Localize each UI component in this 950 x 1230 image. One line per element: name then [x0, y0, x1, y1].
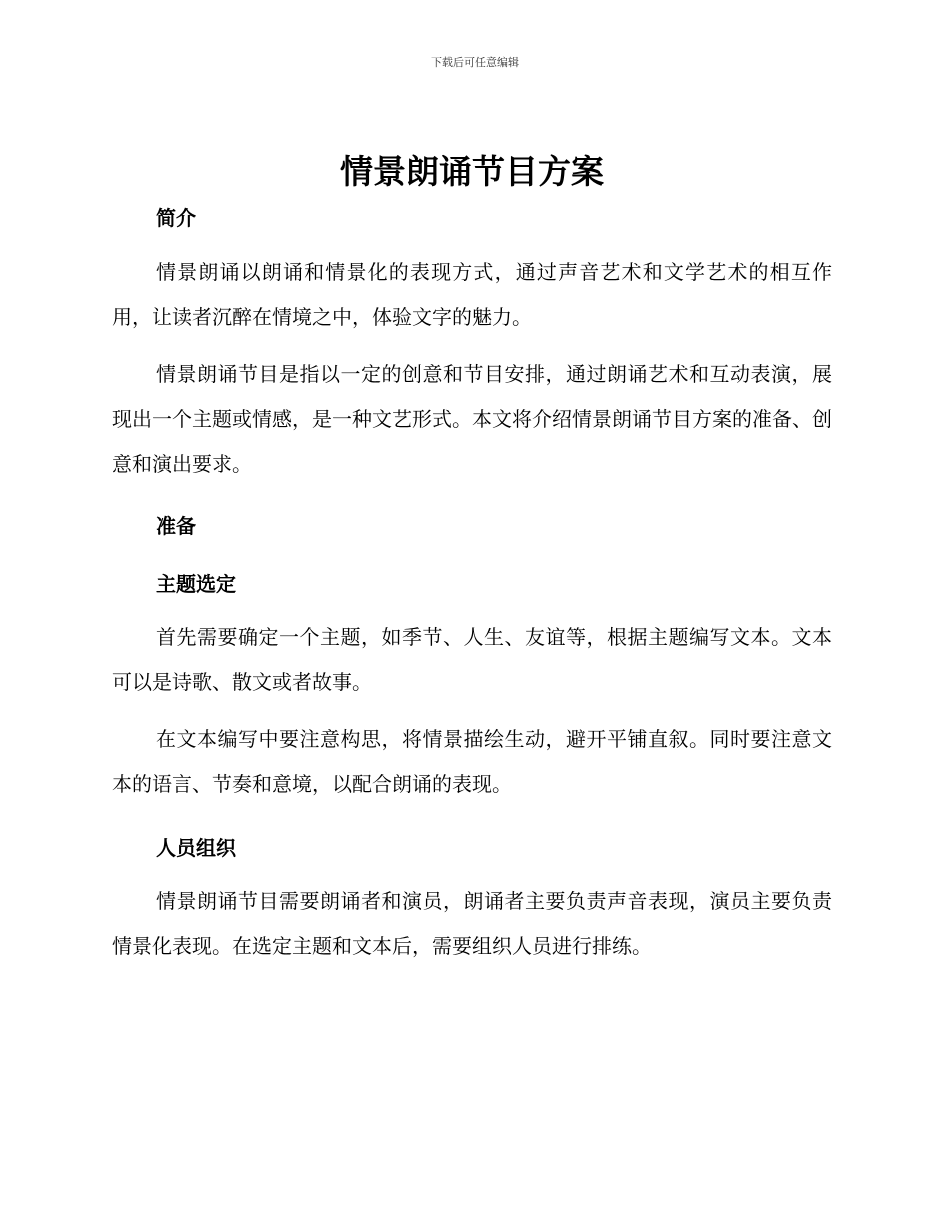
paragraph-intro-1: 情景朗诵以朗诵和情景化的表现方式，通过声音艺术和文学艺术的相互作用，让读者沉醉在情境之中，体验文字的魅力。	[112, 260, 832, 329]
subsection-heading-people: 人员组织	[156, 836, 236, 860]
page-header-note: 下载后可任意编辑	[431, 56, 519, 69]
section-heading-intro: 简介	[156, 206, 196, 230]
document-title: 情景朗诵节目方案	[340, 152, 604, 191]
paragraph-theme-1: 首先需要确定一个主题，如季节、人生、友谊等，根据主题编写文本。文本可以是诗歌、散文或者故事。	[112, 625, 832, 694]
document-body	[112, 150, 832, 969]
section-heading-prep: 准备	[156, 514, 196, 538]
paragraph-theme-2: 在文本编写中要注意构思，将情景描绘生动，避开平铺直叙。同时要注意文本的语言、节奏和意境，以配合朗诵的表现。	[112, 727, 832, 796]
paragraph-intro-2: 情景朗诵节目是指以一定的创意和节目安排，通过朗诵艺术和互动表演，展现出一个主题或情感，是一种文艺形式。本文将介绍情景朗诵节目方案的准备、创意和演出要求。	[112, 362, 832, 476]
subsection-heading-theme: 主题选定	[156, 572, 236, 596]
paragraph-people-1: 情景朗诵节目需要朗诵者和演员，朗诵者主要负责声音表现，演员主要负责情景化表现。在选定主题和文本后，需要组织人员进行排练。	[112, 889, 832, 958]
